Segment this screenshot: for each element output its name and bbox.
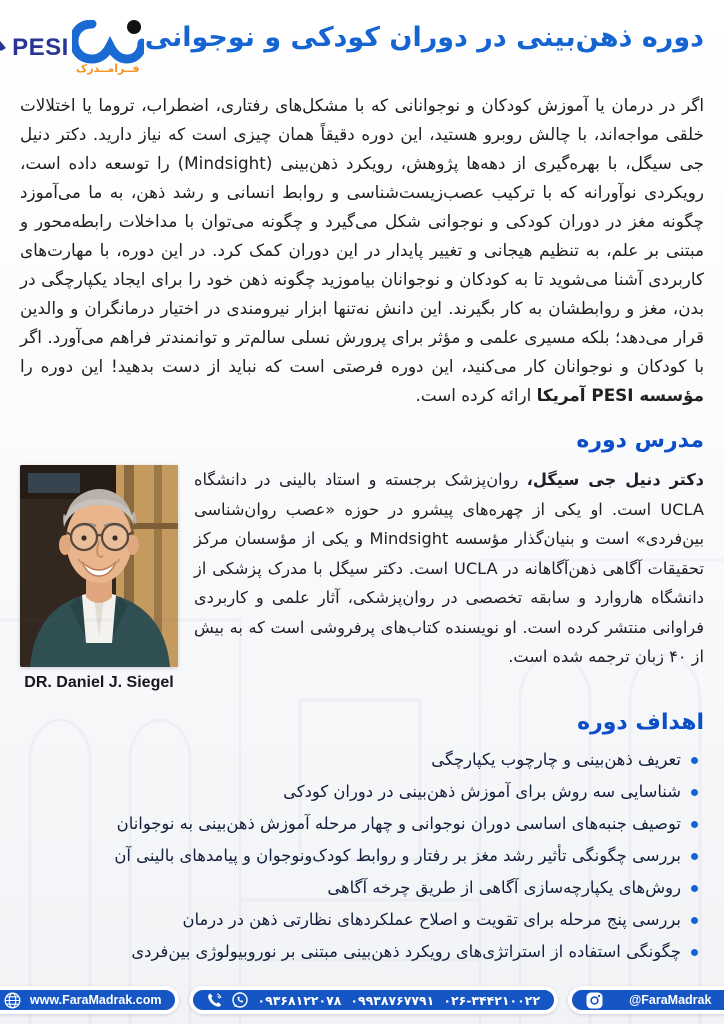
objective-text: چگونگی استفاده از استراتژی‌های رویکرد ذهن‌بینی مبتنی بر نوروبیولوژی بین‌فردی <box>131 942 681 961</box>
objective-item <box>20 845 698 867</box>
bullet-dot-icon <box>691 917 698 924</box>
instructor-name-bold: دکتر دنیل جی سیگل، <box>526 470 704 489</box>
instructor-section-heading: مدرس دوره <box>576 428 704 453</box>
faramadrak-logo-text: فــرامــدرک <box>75 62 140 75</box>
instructor-section <box>0 463 724 692</box>
objective-item <box>20 941 698 963</box>
bullet-dot-icon <box>691 757 698 764</box>
instructor-photo-block <box>20 465 178 692</box>
logo-group <box>0 20 145 75</box>
objective-item <box>20 781 698 803</box>
bullet-dot-icon <box>691 853 698 860</box>
instructor-bio-text: روان‌پزشک برجسته و استاد بالینی در دانشگاه UCLA است. او یکی از چهره‌های پیشرو در حوزه «عصب روان‌شناسی بین‌فردی» است و بنیان‌گذار مؤسسه Mindsight و یکی از مؤسسان مرکز تحقیقات آگاهی ذهن‌آگاهانه در UCLA است. دکتر سیگل با مدرک پزشکی از دانشگاه هاروارد و سابقه تخصصی در روان‌پزشکی، آثار علمی و کاربردی فراوانی منتشر کرده است. او نویسنده کتاب‌های پرفروشی است که به بیش از ۴۰ زبان ترجمه شده است. <box>194 470 705 666</box>
objective-item <box>20 813 698 835</box>
bullet-dot-icon <box>691 949 698 956</box>
whatsapp-icon <box>232 992 248 1008</box>
objective-text: بررسی پنج مرحله برای تقویت و اصلاح عملکردهای نظارتی ذهن در درمان <box>182 910 681 929</box>
pesi-runner-icon <box>0 25 10 71</box>
bullet-dot-icon <box>691 821 698 828</box>
objective-text: تعریف ذهن‌بینی و چارچوب یکپارچگی <box>431 750 681 769</box>
phone-icon <box>207 992 223 1008</box>
intro-bold-pesi: مؤسسه PESI آمریکا <box>536 385 704 405</box>
instructor-photo <box>20 465 178 667</box>
intro-paragraph <box>0 75 724 410</box>
globe-icon <box>4 992 21 1009</box>
page-title: دوره ذهن‌بینی در دوران کودکی و نوجوانی <box>144 22 704 53</box>
instagram-button[interactable] <box>568 986 724 1014</box>
pesi-logo <box>0 25 69 71</box>
objective-item <box>20 749 698 771</box>
instructor-photo-caption: DR. Daniel J. Siegel <box>24 674 174 691</box>
header <box>0 0 724 75</box>
phone-number-mobile-1: ۰۹۳۶۸۱۲۲۰۷۸ <box>257 992 342 1008</box>
intro-text-end: ارائه کرده است. <box>415 385 537 405</box>
objectives-section-heading: اهداف دوره <box>577 710 704 735</box>
website-url: www.FaraMadrak.com <box>29 993 162 1007</box>
bullet-dot-icon <box>691 885 698 892</box>
faramadrak-mark-icon <box>72 20 144 64</box>
pesi-logo-text: PESI <box>12 33 69 61</box>
objective-item <box>20 877 698 899</box>
objective-text: شناسایی سه روش برای آموزش ذهن‌بینی در دوران کودکی <box>283 782 681 801</box>
faramadrak-logo <box>71 20 145 75</box>
instructor-bio <box>194 465 704 672</box>
objective-text: توصیف جنبه‌های اساسی دوران نوجوانی و چهار مرحله آموزش ذهن‌بینی به نوجوانان <box>116 814 681 833</box>
website-button[interactable] <box>0 986 179 1014</box>
objective-text: روش‌های یکپارچه‌سازی آگاهی از طریق چرخه آگاهی <box>327 878 681 897</box>
objective-item <box>20 909 698 931</box>
objective-text: بررسی چگونگی تأثیر رشد مغز بر رفتار و روابط کودک‌ونوجوان و پیامدهای بالینی آن <box>114 846 681 865</box>
phone-number-mobile-2: ۰۹۹۳۸۷۶۷۷۹۱ <box>350 992 435 1008</box>
bullet-dot-icon <box>691 789 698 796</box>
phone-numbers-button[interactable] <box>189 986 558 1014</box>
intro-text: اگر در درمان یا آموزش کودکان و نوجوانانی که با مشکل‌های رفتاری، اضطراب، تروما یا اختلالات خلقی مواجه‌اند، با چالش روبرو هستید، این دوره دقیقاً همان چیزی است که نیاز دارید. دکتر دنیل جی سیگل، با بهره‌گیری از دهه‌ها پژوهش، رویکرد ذهن‌بینی (Mindsight) را توسعه داده است، رویکردی نوآورانه که با ترکیب عصب‌زیست‌شناسی و روابط انسانی و رشد ذهن، به ما می‌آموزد چگونه مغز در دوران کودکی و نوجوانی شکل می‌گیرد و چگونه می‌توان با مداخلات رابطه‌محور و مبتنی بر علم، به تنظیم هیجانی و تغییر پایدار در این دوران کمک کرد. در این دوره، با مهارت‌های کاربردی آشنا می‌شوید تا به کودکان و نوجوانان بیاموزید چگونه ذهن خود را برای ایجاد یکپارچگی در بدن، مغز و روابطشان به کار بگیرند. این دانش نه‌تنها ابزار نیرومندی در اختیار درمانگران و والدین قرار می‌دهد؛ بلکه مسیری علمی و مؤثر برای پرورش نسلی سالم‌تر و توانمندتر فراهم می‌آورد. اگر با کودکان و نوجوانان کار می‌کنید، این دوره فرصتی است که نباید از دست بدهید! این دوره را <box>20 95 704 376</box>
phone-number-landline: ۰۲۶-۳۴۴۲۱۰۰۲۲ <box>443 992 541 1008</box>
footer-contact-bar <box>0 986 724 1014</box>
objectives-list <box>0 745 724 963</box>
instagram-icon <box>586 992 603 1009</box>
instagram-handle: @FaraMadrak <box>629 993 712 1007</box>
